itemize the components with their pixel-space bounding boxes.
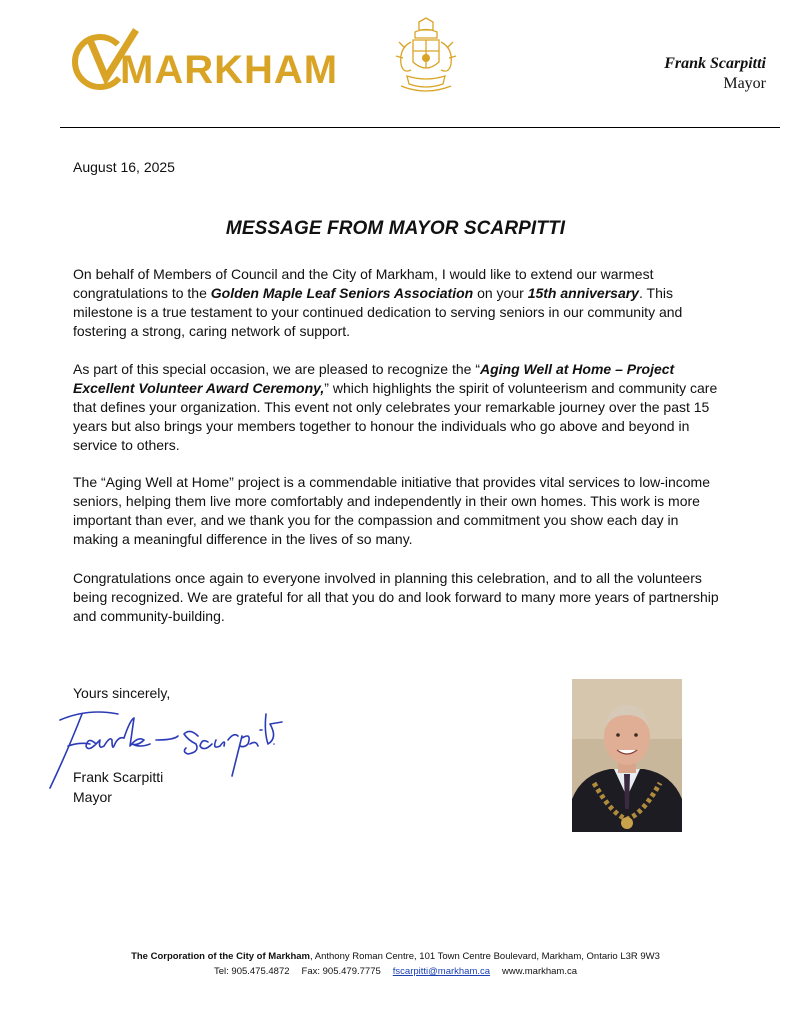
p1-anniversary: 15th anniversary: [527, 285, 639, 301]
footer-tel: Tel: 905.475.4872: [213, 966, 290, 977]
mayor-portrait-photo: [572, 679, 682, 832]
footer-address-line: [0, 949, 791, 964]
p1-text-a: On behalf of Members of Council and the City of Markham, I would like to extend our warmest congratulations to the: [73, 266, 654, 301]
p1-text-e: . This milestone is a true testament to your continued dedication to serving seniors in our community and fostering a strong, caring network of support.: [73, 285, 683, 339]
p2-text-c: ” which highlights the spirit of volunteerism and community care that defines your organization. This event not only celebrates your remarkable journey over the past 15 years but also brings your members together to honour the individuals who go above and beyond in service to others.: [73, 380, 718, 453]
letter-title: MESSAGE FROM MAYOR SCARPITTI: [225, 218, 566, 239]
paragraph-4: Congratulations once again to everyone involved in planning this celebration, and to all the volunteers being recognized. We are grateful for all that you do and look forward to many more years of partnership and community-building.: [73, 570, 719, 624]
markham-logo: [70, 26, 339, 96]
header-divider: [60, 127, 780, 128]
closing: Yours sincerely,: [73, 685, 171, 701]
paragraph-2: [73, 360, 723, 455]
paragraph-3: The “Aging Well at Home” project is a commendable initiative that provides vital services to low-income seniors, helping them live more comfortably and independently in their own homes. This work is more important than ever, and we thank you for the compassion and commitment you show each day in making a meaningful difference in the lives of so many.: [73, 474, 711, 547]
signature-title: Mayor: [73, 789, 112, 805]
footer-website: www.markham.ca: [502, 966, 578, 977]
footer-contact-line: [0, 964, 791, 979]
paragraph-1: [73, 265, 723, 341]
p2-text-a: As part of this special occasion, we are pleased to recognize the “: [73, 361, 480, 377]
header-mayor-title: Mayor: [723, 75, 766, 92]
footer-fax: Fax: 905.479.7775: [301, 966, 381, 977]
signature-name: Frank Scarpitti: [73, 769, 164, 785]
footer-email-link[interactable]: fscarpitti@markham.ca: [392, 966, 491, 977]
footer: [0, 949, 791, 979]
letter-date: August 16, 2025: [73, 159, 175, 175]
footer-address: , Anthony Roman Centre, 101 Town Centre Boulevard, Markham, Ontario L3R 9W3: [310, 951, 660, 962]
footer-corporation: The Corporation of the City of Markham: [131, 951, 310, 962]
p1-association-name: Golden Maple Leaf Seniors Association: [210, 285, 474, 301]
header-mayor-name: Frank Scarpitti: [664, 55, 766, 72]
header-mayor-block: [664, 54, 766, 94]
p1-text-c: on your: [473, 285, 528, 301]
logo-wordmark: MARKHAM: [120, 48, 339, 92]
signature-block: [73, 767, 163, 807]
p2-ceremony-name: Aging Well at Home – Project Excellent Volunteer Award Ceremony,: [73, 361, 675, 396]
coat-of-arms-emblem: [393, 18, 459, 96]
